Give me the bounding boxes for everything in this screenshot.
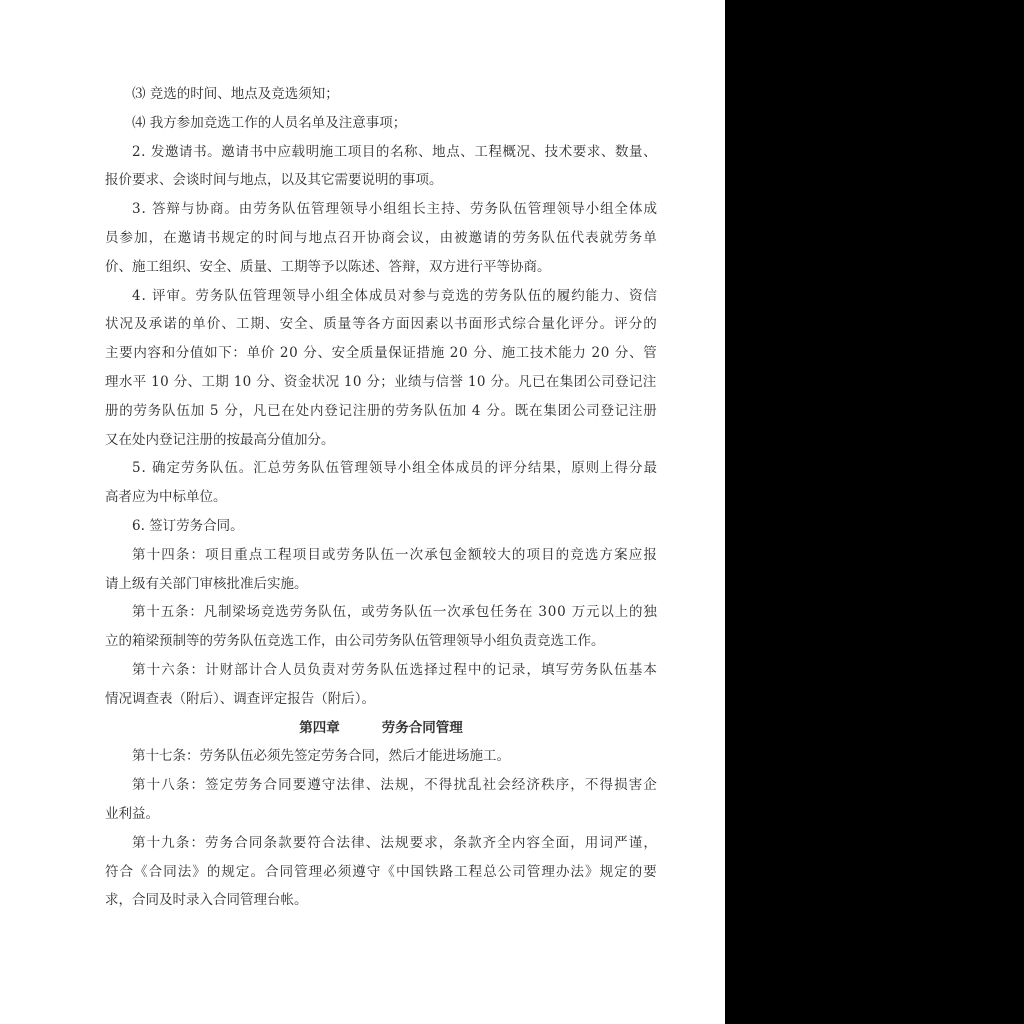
- text-line: 符 合 《 合 同 法 》 的 规 定 。 合 同 管 理 必 须 遵 守 《 中 国 铁 路 工 程 总 公 司 管 理 办 法 》 规 定 的 要: [105, 863, 657, 880]
- text-line: 册 的 劳 务 队 伍 加 5 分 ， 凡 已 在 处 内 登 记 注 册 的 劳 务 队 伍 加 4 分 。 既 在 集 团 公 司 登 记 注 册: [105, 402, 657, 419]
- text-line: 理 水 平 1 0 分 、 工 期 1 0 分 、 资 金 状 况 1 0 分 ； 业 绩 与 信 誉 1 0 分 。 凡 已 在 集 团 公 司 登 记 注: [105, 373, 657, 390]
- text-line: 2 . 发 邀 请 书 。 邀 请 书 中 应 载 明 施 工 项 目 的 名 称 、 地 点 、 工 程 概 况 、 技 术 要 求 、 数 量 、: [132, 143, 657, 160]
- text-line: 高者应为中标单位。: [105, 489, 227, 506]
- text-line: 5 . 确 定 劳 务 队 伍 。 汇 总 劳 务 队 伍 管 理 领 导 小 组 全 体 成 员 的 评 分 结 果 ， 原 则 上 得 分 最: [132, 460, 657, 477]
- text-line: 情况调查表（附后）、调查评定报告（附后）。: [105, 690, 375, 707]
- text-line: 员 参 加 ， 在 邀 请 书 规 定 的 时 间 与 地 点 召 开 协 商 会 议 ， 由 被 邀 请 的 劳 务 队 伍 代 表 就 劳 务 单: [105, 229, 657, 246]
- text-line: ⑶ 竞选的时间、地点及竞选须知；: [132, 86, 339, 102]
- text-line: 第十七条：劳务队伍必须先签定劳务合同，然后才能进场施工。: [132, 748, 510, 765]
- text-line: 第 十 六 条 ： 计 财 部 计 合 人 员 负 责 对 劳 务 队 伍 选 择 过 程 中 的 记 录 ， 填 写 劳 务 队 伍 基 本: [132, 661, 657, 678]
- text-line: 第 十 四 条 ： 项 目 重 点 工 程 项 目 或 劳 务 队 伍 一 次 承 包 金 额 较 大 的 项 目 的 竞 选 方 案 应 报: [132, 546, 657, 563]
- chapter-title: 劳务合同管理: [381, 719, 463, 736]
- text-line: 又在处内登记注册的按最高分值加分。: [105, 431, 335, 448]
- text-line: 状 况 及 承 诺 的 单 价 、 工 期 、 安 全 、 质 量 等 各 方 面 因 素 以 书 面 形 式 综 合 量 化 评 分 。 评 分 的: [105, 316, 657, 333]
- blank-margin: [725, 0, 1024, 1024]
- text-line: 报价要求、会谈时间与地点，以及其它需要说明的事项。: [105, 172, 443, 189]
- text-line: 业利益。: [105, 805, 159, 822]
- text-line: 第 十 九 条 ： 劳 务 合 同 条 款 要 符 合 法 律 、 法 规 要 求 ， 条 款 齐 全 内 容 全 面 ， 用 词 严 谨 ，: [132, 834, 657, 851]
- text-line: 3 . 答 辩 与 协 商 。 由 劳 务 队 伍 管 理 领 导 小 组 组 长 主 持 、 劳 务 队 伍 管 理 领 导 小 组 全 体 成: [132, 201, 657, 218]
- text-line: 价、施工组织、安全、质量、工期等予以陈述、答辩，双方进行平等协商。: [105, 258, 551, 275]
- text-line: 4 . 评 审 。 劳 务 队 伍 管 理 领 导 小 组 全 体 成 员 对 参 与 竞 选 的 劳 务 队 伍 的 履 约 能 力 、 资 信: [132, 287, 657, 304]
- chapter-heading: [105, 714, 657, 743]
- chapter-number: 第四章: [299, 719, 340, 736]
- text-line: 请上级有关部门审核批准后实施。: [105, 575, 308, 592]
- text-line: 求，合同及时录入合同管理台帐。: [105, 892, 308, 909]
- text-line: 立的箱梁预制等的劳务队伍竞选工作，由公司劳务队伍管理领导小组负责竞选工作。: [105, 633, 605, 650]
- text-line: 主 要 内 容 和 分 值 如 下 ： 单 价 2 0 分 、 安 全 质 量 保 证 措 施 2 0 分 、 施 工 技 术 能 力 2 0 分 、 管: [105, 345, 657, 362]
- text-line: 第 十 五 条 ： 凡 制 梁 场 竞 选 劳 务 队 伍 ， 或 劳 务 队 伍 一 次 承 包 任 务 在 3 0 0 万 元 以 上 的 独: [132, 604, 657, 621]
- text-line: 第 十 八 条 ： 签 定 劳 务 合 同 要 遵 守 法 律 、 法 规 ， 不 得 扰 乱 社 会 经 济 秩 序 ， 不 得 损 害 企: [132, 777, 657, 794]
- text-line: 6. 签订劳务合同。: [132, 517, 244, 534]
- document-body: [105, 80, 657, 915]
- text-line: ⑷ 我方参加竞选工作的人员名单及注意事项；: [132, 114, 407, 131]
